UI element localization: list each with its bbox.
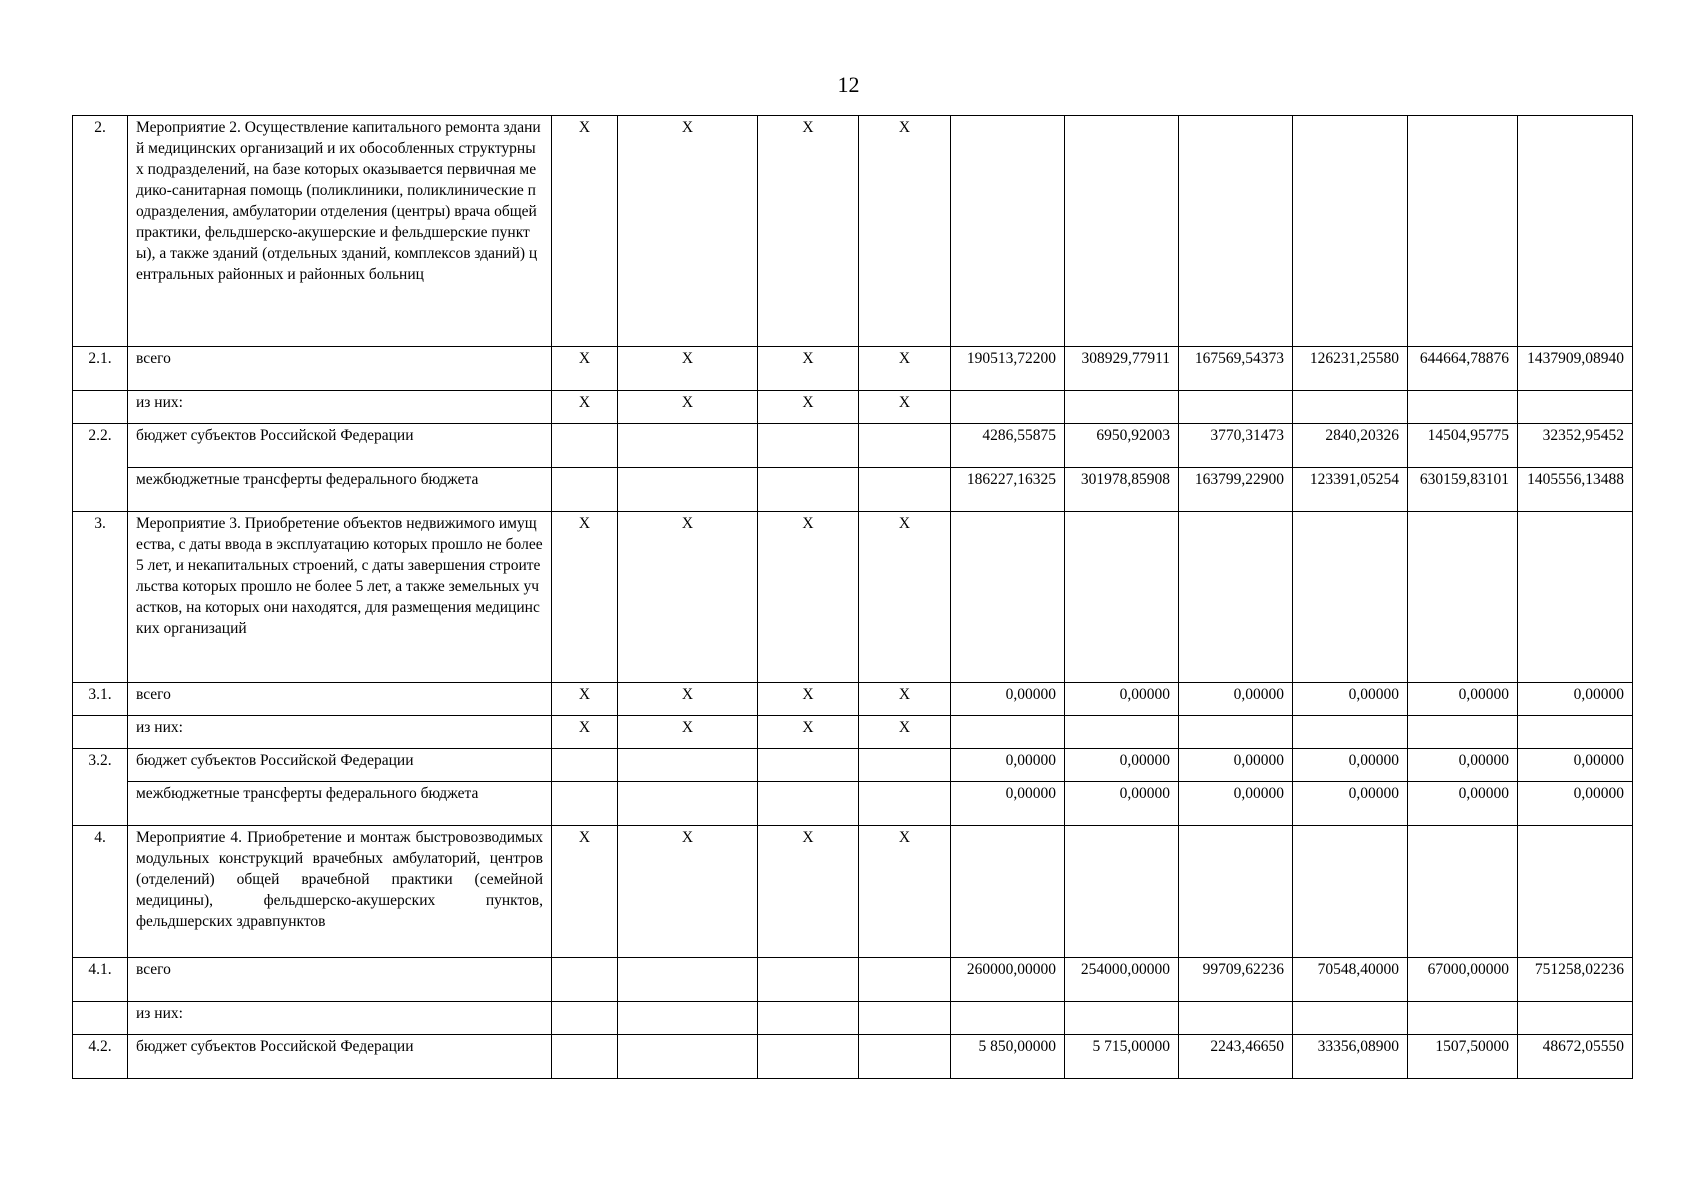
empty-cell	[758, 468, 859, 512]
value-cell: 0,00000	[1065, 782, 1179, 826]
value-cell: 0,00000	[1293, 782, 1408, 826]
empty-cell	[859, 1035, 951, 1079]
empty-cell	[859, 424, 951, 468]
value-cell: 4286,55875	[951, 424, 1065, 468]
x-mark: X	[552, 116, 618, 347]
empty-cell	[758, 1002, 859, 1035]
row-number: 4.2.	[73, 1035, 128, 1079]
table-row	[73, 347, 1633, 391]
table-row	[73, 424, 1633, 468]
row-description: бюджет субъектов Российской Федерации	[128, 1035, 552, 1079]
table-row	[73, 683, 1633, 716]
empty-cell	[859, 782, 951, 826]
empty-cell	[618, 1002, 758, 1035]
x-mark: X	[618, 826, 758, 958]
x-mark: X	[618, 391, 758, 424]
empty-cell	[1065, 716, 1179, 749]
x-mark: X	[758, 512, 859, 683]
row-number: 2.2.	[73, 424, 128, 512]
x-mark: X	[618, 347, 758, 391]
empty-cell	[1179, 1002, 1293, 1035]
budget-table	[72, 115, 1633, 1079]
table-row	[73, 1002, 1633, 1035]
empty-cell	[618, 782, 758, 826]
table-row	[73, 116, 1633, 347]
x-mark: X	[859, 391, 951, 424]
row-number: 2.1.	[73, 347, 128, 391]
x-mark: X	[758, 826, 859, 958]
x-mark: X	[552, 826, 618, 958]
empty-cell	[859, 749, 951, 782]
table-row	[73, 1035, 1633, 1079]
empty-cell	[859, 958, 951, 1002]
value-cell: 32352,95452	[1518, 424, 1633, 468]
value-cell: 2243,46650	[1179, 1035, 1293, 1079]
value-cell: 163799,22900	[1179, 468, 1293, 512]
x-mark: X	[618, 683, 758, 716]
row-number: 4.1.	[73, 958, 128, 1002]
empty-cell	[618, 749, 758, 782]
x-mark: X	[618, 716, 758, 749]
table-row	[73, 512, 1633, 683]
row-description: Мероприятие 3. Приобретение объектов недвижимого имущества, с даты ввода в эксплуатацию которых прошло не более 5 лет, и некапитальных строений, с даты завершения строительства которых прошло не более 5 лет, а также земельных участков, на которых они находятся, для размещения медицинских организаций	[128, 512, 552, 683]
empty-cell	[73, 391, 128, 424]
value-cell: 14504,95775	[1408, 424, 1518, 468]
empty-cell	[859, 468, 951, 512]
value-cell: 186227,16325	[951, 468, 1065, 512]
empty-cell	[951, 116, 1065, 347]
value-cell: 0,00000	[1518, 683, 1633, 716]
table-row	[73, 391, 1633, 424]
empty-cell	[1408, 826, 1518, 958]
x-mark: X	[859, 116, 951, 347]
table-row	[73, 782, 1633, 826]
empty-cell	[1293, 391, 1408, 424]
empty-cell	[951, 1002, 1065, 1035]
empty-cell	[1065, 391, 1179, 424]
value-cell: 0,00000	[1065, 749, 1179, 782]
x-mark: X	[618, 512, 758, 683]
empty-cell	[951, 826, 1065, 958]
row-description: Мероприятие 2. Осуществление капитального ремонта зданий медицинских организаций и их обособленных структурных подразделений, на базе которых оказывается первичная медико-санитарная помощь (поликлиники, поликлинические подразделения, амбулатории отделения (центры) врача общей практики, фельдшерско-акушерские и фельдшерские пункты), а также зданий (отдельных зданий, комплексов зданий) центральных районных и районных больниц	[128, 116, 552, 347]
value-cell: 0,00000	[1408, 749, 1518, 782]
empty-cell	[758, 782, 859, 826]
empty-cell	[758, 749, 859, 782]
value-cell: 260000,00000	[951, 958, 1065, 1002]
empty-cell	[1065, 116, 1179, 347]
empty-cell	[951, 716, 1065, 749]
value-cell: 48672,05550	[1518, 1035, 1633, 1079]
empty-cell	[758, 958, 859, 1002]
table-row	[73, 826, 1633, 958]
empty-cell	[1293, 826, 1408, 958]
row-number: 3.1.	[73, 683, 128, 716]
empty-cell	[1293, 1002, 1408, 1035]
value-cell: 5 850,00000	[951, 1035, 1065, 1079]
empty-cell	[1293, 512, 1408, 683]
empty-cell	[1065, 826, 1179, 958]
x-mark: X	[552, 391, 618, 424]
x-mark: X	[859, 683, 951, 716]
empty-cell	[1065, 512, 1179, 683]
row-description: из них:	[128, 391, 552, 424]
x-mark: X	[552, 347, 618, 391]
value-cell: 0,00000	[1408, 782, 1518, 826]
value-cell: 1507,50000	[1408, 1035, 1518, 1079]
empty-cell	[951, 391, 1065, 424]
empty-cell	[1065, 1002, 1179, 1035]
row-number: 3.	[73, 512, 128, 683]
empty-cell	[1408, 391, 1518, 424]
table-row	[73, 749, 1633, 782]
empty-cell	[951, 512, 1065, 683]
empty-cell	[552, 958, 618, 1002]
empty-cell	[1293, 116, 1408, 347]
table-row	[73, 958, 1633, 1002]
row-description: бюджет субъектов Российской Федерации	[128, 424, 552, 468]
row-description: всего	[128, 347, 552, 391]
empty-cell	[1518, 116, 1633, 347]
empty-cell	[618, 424, 758, 468]
empty-cell	[1408, 116, 1518, 347]
x-mark: X	[552, 683, 618, 716]
value-cell: 0,00000	[1179, 683, 1293, 716]
value-cell: 123391,05254	[1293, 468, 1408, 512]
value-cell: 99709,62236	[1179, 958, 1293, 1002]
row-description: межбюджетные трансферты федерального бюджета	[128, 782, 552, 826]
x-mark: X	[758, 391, 859, 424]
empty-cell	[73, 716, 128, 749]
value-cell: 126231,25580	[1293, 347, 1408, 391]
row-number: 4.	[73, 826, 128, 958]
row-description: бюджет субъектов Российской Федерации	[128, 749, 552, 782]
row-description: из них:	[128, 1002, 552, 1035]
value-cell: 6950,92003	[1065, 424, 1179, 468]
value-cell: 0,00000	[1518, 749, 1633, 782]
empty-cell	[1408, 716, 1518, 749]
value-cell: 0,00000	[951, 749, 1065, 782]
x-mark: X	[758, 716, 859, 749]
empty-cell	[758, 1035, 859, 1079]
empty-cell	[618, 958, 758, 1002]
x-mark: X	[618, 116, 758, 347]
value-cell: 0,00000	[951, 683, 1065, 716]
table-row	[73, 468, 1633, 512]
row-description: всего	[128, 958, 552, 1002]
value-cell: 0,00000	[1293, 683, 1408, 716]
empty-cell	[1518, 512, 1633, 683]
x-mark: X	[859, 716, 951, 749]
value-cell: 1405556,13488	[1518, 468, 1633, 512]
value-cell: 0,00000	[1179, 749, 1293, 782]
value-cell: 308929,77911	[1065, 347, 1179, 391]
empty-cell	[758, 424, 859, 468]
empty-cell	[1518, 391, 1633, 424]
value-cell: 0,00000	[1293, 749, 1408, 782]
value-cell: 3770,31473	[1179, 424, 1293, 468]
value-cell: 67000,00000	[1408, 958, 1518, 1002]
empty-cell	[552, 468, 618, 512]
x-mark: X	[552, 512, 618, 683]
empty-cell	[859, 1002, 951, 1035]
value-cell: 0,00000	[1179, 782, 1293, 826]
value-cell: 630159,83101	[1408, 468, 1518, 512]
value-cell: 0,00000	[1408, 683, 1518, 716]
empty-cell	[552, 749, 618, 782]
value-cell: 5 715,00000	[1065, 1035, 1179, 1079]
x-mark: X	[859, 826, 951, 958]
empty-cell	[1179, 826, 1293, 958]
value-cell: 167569,54373	[1179, 347, 1293, 391]
value-cell: 0,00000	[1518, 782, 1633, 826]
row-description: из них:	[128, 716, 552, 749]
empty-cell	[1518, 1002, 1633, 1035]
empty-cell	[618, 468, 758, 512]
row-description: межбюджетные трансферты федерального бюджета	[128, 468, 552, 512]
value-cell: 0,00000	[951, 782, 1065, 826]
value-cell: 254000,00000	[1065, 958, 1179, 1002]
value-cell: 190513,72200	[951, 347, 1065, 391]
empty-cell	[1518, 716, 1633, 749]
row-description: всего	[128, 683, 552, 716]
x-mark: X	[552, 716, 618, 749]
value-cell: 301978,85908	[1065, 468, 1179, 512]
x-mark: X	[758, 116, 859, 347]
x-mark: X	[758, 347, 859, 391]
value-cell: 751258,02236	[1518, 958, 1633, 1002]
empty-cell	[1179, 116, 1293, 347]
row-description: Мероприятие 4. Приобретение и монтаж быстровозводимых модульных конструкций врачебных амбулаторий, центров (отделений) общей врачебной практики (семейной медицины), фельдшерско-акушерских пунктов, фельдшерских здравпунктов	[128, 826, 552, 958]
value-cell: 1437909,08940	[1518, 347, 1633, 391]
value-cell: 33356,08900	[1293, 1035, 1408, 1079]
empty-cell	[1408, 512, 1518, 683]
value-cell: 644664,78876	[1408, 347, 1518, 391]
value-cell: 0,00000	[1065, 683, 1179, 716]
row-number: 2.	[73, 116, 128, 347]
value-cell: 70548,40000	[1293, 958, 1408, 1002]
empty-cell	[1179, 716, 1293, 749]
x-mark: X	[758, 683, 859, 716]
empty-cell	[1179, 391, 1293, 424]
row-number: 3.2.	[73, 749, 128, 826]
value-cell: 2840,20326	[1293, 424, 1408, 468]
empty-cell	[73, 1002, 128, 1035]
empty-cell	[552, 782, 618, 826]
empty-cell	[1293, 716, 1408, 749]
empty-cell	[552, 424, 618, 468]
empty-cell	[552, 1002, 618, 1035]
page-number: 12	[837, 72, 860, 97]
empty-cell	[552, 1035, 618, 1079]
empty-cell	[1179, 512, 1293, 683]
table-row	[73, 716, 1633, 749]
empty-cell	[1518, 826, 1633, 958]
x-mark: X	[859, 512, 951, 683]
empty-cell	[1408, 1002, 1518, 1035]
x-mark: X	[859, 347, 951, 391]
empty-cell	[618, 1035, 758, 1079]
